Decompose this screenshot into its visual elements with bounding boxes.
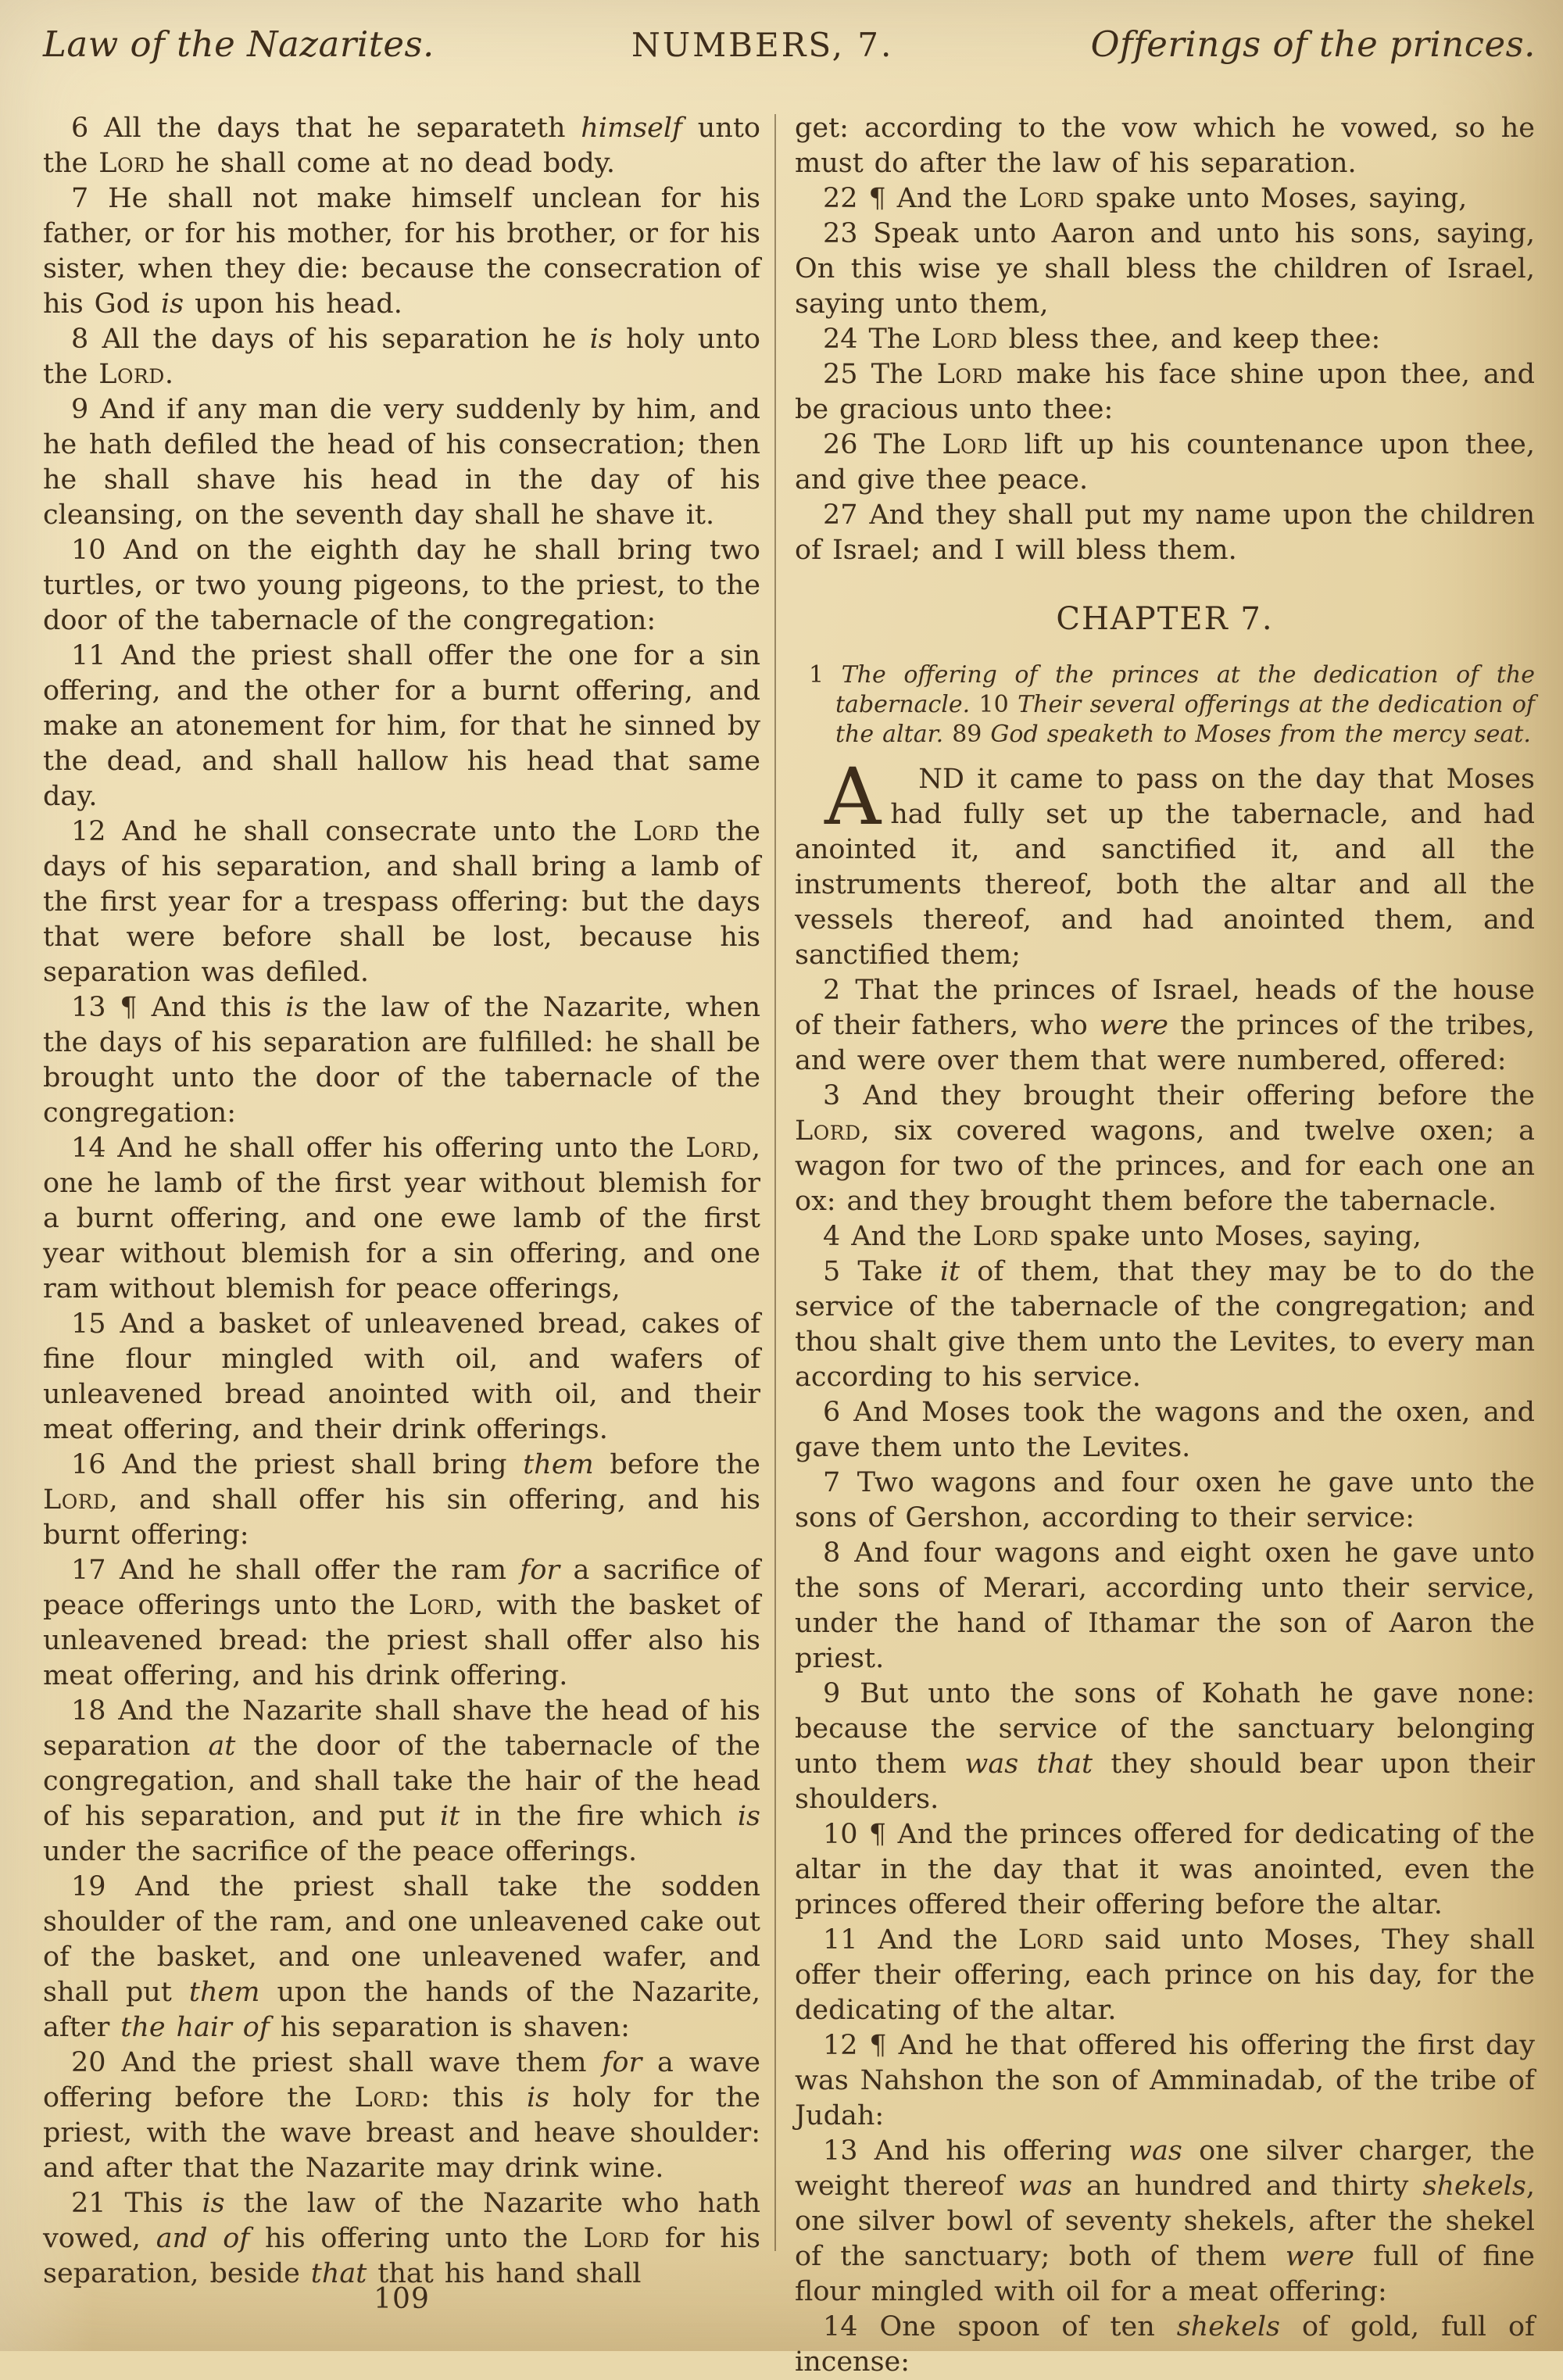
- running-head: [43, 23, 1536, 65]
- verse-paragraph: A ND it came to pass on the day that Moses had fully set up the tabernacle, and had anointed it, and sanctified it, and all the instruments thereof, both the altar and all the vessels thereof, and had anointed them, and sanctified them;: [795, 751, 1535, 971]
- verse-paragraph: 14 One spoon of ten shekels of gold, full of incense:: [795, 2311, 1535, 2378]
- verse-paragraph: 8 And four wagons and eight oxen he gave unto the sons of Merari, according unto their service, under the hand of Ithamar the son of Aaron the priest.: [795, 1537, 1535, 1674]
- verse-paragraph: 12 ¶ And he that offered his offering the first day was Nahshon the son of Amminadab, of the tribe of Judah:: [795, 2030, 1535, 2131]
- verse-paragraph: 2 That the princes of Israel, heads of the house of their fathers, who were the princes of the tribes, and were over them that were numbered, offered:: [795, 975, 1535, 1076]
- verse-paragraph: 25 The Lord make his face shine upon thee, and be gracious unto thee:: [795, 359, 1535, 425]
- text-columns: [43, 111, 1536, 2378]
- lord-small-caps: Lord: [795, 1115, 861, 1147]
- lord-small-caps: Lord: [633, 816, 699, 847]
- page-number: 109: [374, 2283, 430, 2315]
- drop-cap-initial: A: [824, 751, 882, 843]
- lord-small-caps: Lord: [408, 1590, 475, 1621]
- verse-paragraph: 3 And they brought their offering before the Lord, six covered wagons, and twelve oxen; a wagon for two of the princes, and for each one an ox: and they brought them before the tabernacle.: [795, 1080, 1535, 1217]
- verse-paragraph: 11 And the priest shall offer the one for a sin offering, and the other for a burnt offering, and make an atonement for him, for that he sinned by the dead, and shall hallow his head that same day.: [43, 640, 760, 812]
- lord-small-caps: Lord: [98, 148, 165, 179]
- lord-small-caps: Lord: [685, 1133, 752, 1164]
- verse-paragraph: 20 And the priest shall wave them for a wave offering before the Lord: this is holy for the priest, with the wave breast and heave shoulder: and after that the Nazarite may drink wine.: [43, 2047, 761, 2184]
- verse-paragraph: 19 And the priest shall take the sodden shoulder of the ram, and one unleavened cake out of the basket, and one unleavened wafer, and shall put them upon the hands of the Nazarite, after the hair of his separation is shaven:: [43, 1871, 760, 2043]
- lord-small-caps: Lord: [1018, 183, 1085, 214]
- verse-paragraph: 21 This is the law of the Nazarite who hath vowed, and of his offering unto the Lord for his separation, beside that that his hand shall: [43, 2188, 761, 2289]
- column-divider: [774, 114, 776, 2251]
- verse-paragraph: 12 And he shall consecrate unto the Lord the days of his separation, and shall bring a lamb of the first year for a trespass offering: but the days that were before shall be lost, because his separation was defiled.: [43, 816, 761, 988]
- running-head-center: NUMBERS, 7.: [631, 26, 894, 64]
- verse-paragraph: 7 He shall not make himself unclean for his father, or for his mother, for his brother, or for his sister, when they die: because the consecration of his God is upon his head.: [43, 183, 760, 320]
- verse-paragraph: 23 Speak unto Aaron and unto his sons, saying, On this wise ye shall bless the children of Israel, saying unto them,: [795, 218, 1535, 320]
- verse-paragraph: 6 And Moses took the wagons and the oxen, and gave them unto the Levites.: [795, 1397, 1535, 1463]
- verse-paragraph: 13 And his offering was one silver charger, the weight thereof was an hundred and thirty shekels, one silver bowl of seventy shekels, after the shekel of the sanctuary; both of them were full of fine flour mingled with oil for a meat offering:: [795, 2135, 1535, 2307]
- verse-paragraph: 13 ¶ And this is the law of the Nazarite, when the days of his separation are fulfilled: he shall be brought unto the door of the tabernacle of the congregation:: [43, 992, 760, 1129]
- chapter-summary: 1 The offering of the princes at the dedication of the tabernacle. 10 Their several offerings at the dedication of the altar. 89 God speaketh to Moses from the mercy seat.: [809, 661, 1536, 748]
- verse-paragraph: 17 And he shall offer the ram for a sacrifice of peace offerings unto the Lord, with the basket of unleavened bread: the priest shall offer also his meat offering, and his drink offering.: [43, 1555, 760, 1691]
- running-head-left: Law of the Nazarites.: [43, 23, 435, 65]
- lord-small-caps: Lord: [354, 2082, 421, 2113]
- lord-small-caps: Lord: [936, 359, 1003, 390]
- verse-paragraph: 22 ¶ And the Lord spake unto Moses, saying,: [823, 183, 1468, 214]
- lord-small-caps: Lord: [942, 429, 1008, 460]
- verse-paragraph: 4 And the Lord spake unto Moses, saying,: [823, 1221, 1422, 1252]
- lord-small-caps: Lord: [43, 1484, 109, 1516]
- verse-paragraph: 15 And a basket of unleavened bread, cakes of fine flour mingled with oil, and wafers of unleavened bread anointed with oil, and their meat offering, and their drink offerings.: [43, 1308, 760, 1445]
- verse-paragraph: 9 And if any man die very suddenly by him, and he hath defiled the head of his consecration; then he shall shave his head in the day of his cleansing, on the seventh day shall he shave it.: [43, 394, 760, 531]
- verse-paragraph: 27 And they shall put my name upon the children of Israel; and I will bless them.: [795, 499, 1535, 566]
- verse-paragraph: 10 ¶ And the princes offered for dedicating of the altar in the day that it was anointed, even the princes offered their offering before the altar.: [795, 1819, 1535, 1920]
- lord-small-caps: Lord: [932, 324, 998, 355]
- lord-small-caps: Lord: [98, 359, 165, 390]
- chapter-heading: CHAPTER 7.: [1056, 601, 1274, 637]
- lord-small-caps: Lord: [583, 2223, 650, 2254]
- running-head-right: Offerings of the princes.: [1090, 23, 1536, 65]
- verse-paragraph: 26 The Lord lift up his countenance upon thee, and give thee peace.: [795, 429, 1535, 496]
- verse-paragraph: 6 All the days that he separateth himself unto the Lord he shall come at no dead body.: [43, 113, 760, 179]
- lord-small-caps: Lord: [1018, 1924, 1085, 1956]
- verse-paragraph: 8 All the days of his separation he is holy unto the Lord.: [43, 324, 760, 390]
- verse-paragraph: 16 And the priest shall bring them before the Lord, and shall offer his sin offering, and his burnt offering:: [43, 1449, 761, 1551]
- lord-small-caps: Lord: [972, 1221, 1039, 1252]
- verse-paragraph: 9 But unto the sons of Kohath he gave none: because the service of the sanctuary belonging unto them was that they should bear upon their shoulders.: [795, 1678, 1535, 1815]
- verse-continuation: get: according to the vow which he vowed, so he must do after the law of his separation.: [795, 113, 1535, 179]
- verse-paragraph: 18 And the Nazarite shall shave the head of his separation at the door of the tabernacle of the congregation, and shall take the hair of the head of his separation, and put it in the fire which is under the sacrifice of the peace offerings.: [43, 1695, 761, 1867]
- verse-paragraph: 14 And he shall offer his offering unto the Lord, one he lamb of the first year without blemish for a burnt offering, and one ewe lamb of the first year without blemish for a sin offering, and one ram without blemish for peace offerings,: [43, 1133, 760, 1305]
- verse-paragraph: 5 Take it of them, that they may be to do the service of the tabernacle of the congregation; and thou shalt give them unto the Levites, to every man according to his service.: [795, 1256, 1535, 1393]
- verse-paragraph: 7 Two wagons and four oxen he gave unto the sons of Gershon, according to their service:: [795, 1467, 1535, 1534]
- left-column: [43, 111, 760, 2306]
- verse-paragraph: 24 The Lord bless thee, and keep thee:: [823, 324, 1381, 355]
- verse-paragraph: 11 And the Lord said unto Moses, They shall offer their offering, each prince on his day, for the dedicating of the altar.: [795, 1924, 1535, 2026]
- right-column: [795, 111, 1536, 2378]
- verse-paragraph: 10 And on the eighth day he shall bring two turtles, or two young pigeons, to the priest, to the door of the tabernacle of the congregation:: [43, 535, 760, 636]
